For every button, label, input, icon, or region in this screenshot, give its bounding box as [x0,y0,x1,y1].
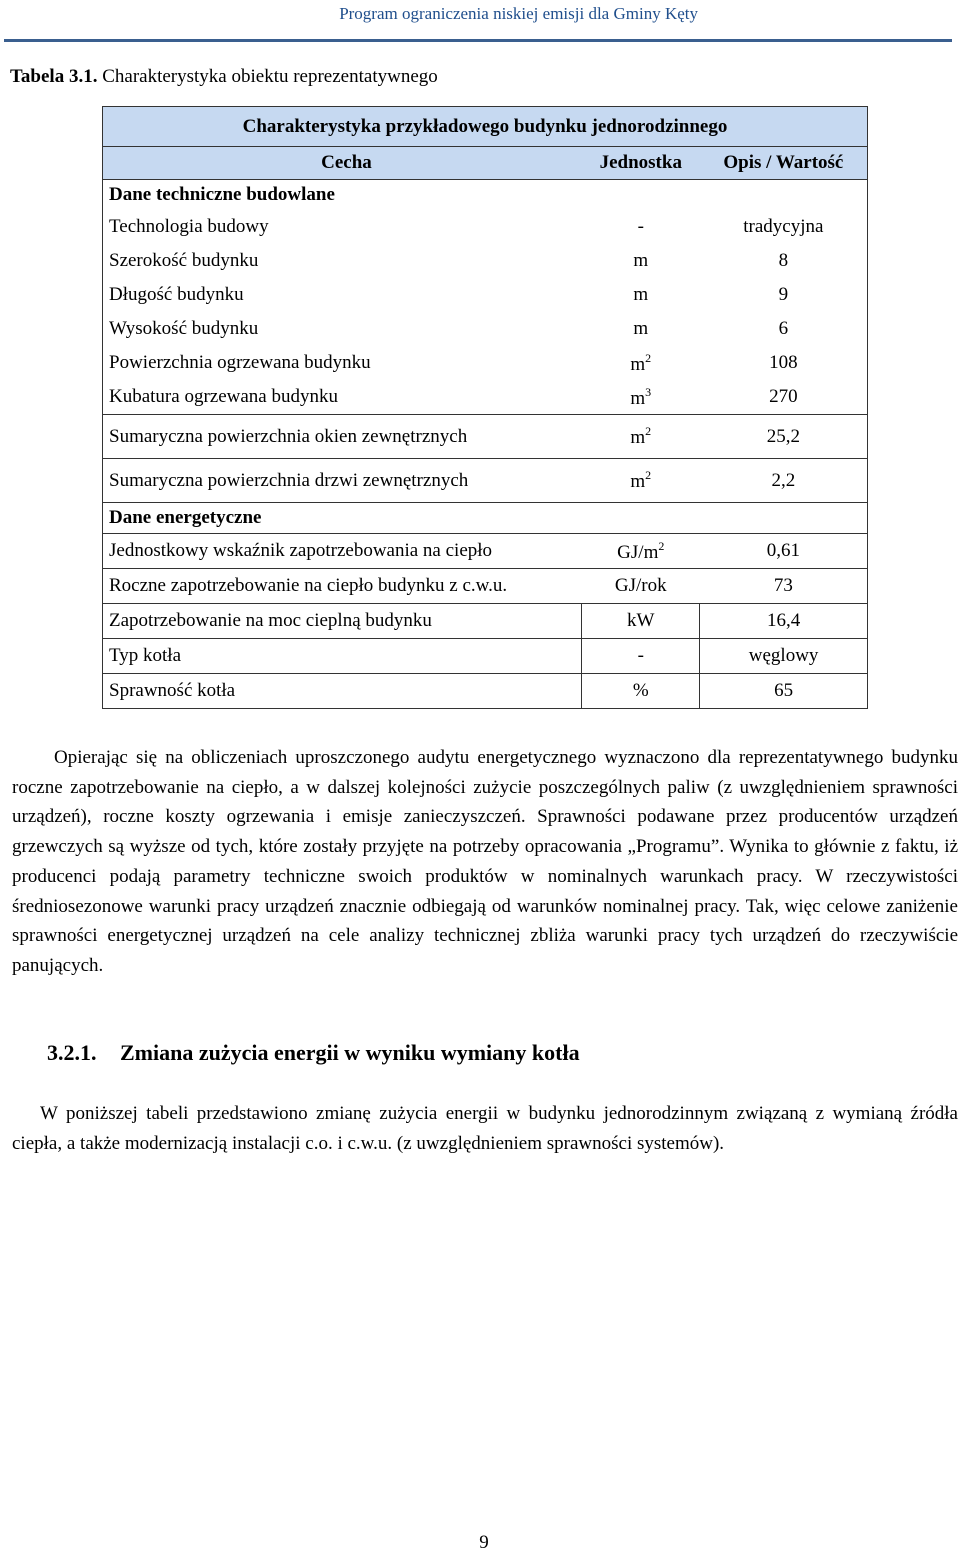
section-number: 3.2.1. [47,1040,97,1065]
table-row [103,312,868,346]
unit-exponent: 2 [645,424,652,438]
cell-unit [582,674,700,709]
col-header-value: Opis / Wartość [700,147,868,180]
cell-unit [582,639,700,674]
cell-value: 6 [700,312,868,346]
unit-text: m [633,284,649,305]
table-row [103,639,868,674]
table-row [103,674,868,709]
unit-exponent: 2 [645,350,652,365]
cell-value: 0,61 [700,534,868,569]
cell-feature: Roczne zapotrzebowanie na ciepło budynku z c.w.u. [103,569,582,604]
cell-unit [582,569,700,604]
characteristics-table [102,106,868,709]
paragraph-audit [12,743,958,981]
table-row [103,415,868,459]
header-rule [4,39,952,42]
cell-unit [582,415,700,459]
caption-label: Tabela 3.1. [10,66,98,87]
cell-value: 270 [700,380,868,415]
cell-unit [582,459,700,503]
cell-unit [582,244,700,278]
table-row [103,604,868,639]
cell-unit [582,604,700,639]
section-heading [47,1040,580,1066]
cell-feature: Długość budynku [103,278,582,312]
cell-unit [582,380,700,415]
table-row [103,534,868,569]
cell-value: 108 [700,346,868,380]
unit-text: m [633,318,649,339]
table-row [103,346,868,380]
col-header-feature: Cecha [103,147,582,180]
table-row [103,459,868,503]
table-header-row [103,147,868,180]
cell-feature: Technologia budowy [103,210,582,244]
unit-text: m [630,471,646,492]
cell-feature: Sumaryczna powierzchnia okien zewnętrznych [103,415,582,459]
table-title-row [103,107,868,147]
unit-exponent: 2 [658,538,665,553]
cell-unit [582,210,700,244]
cell-feature: Powierzchnia ogrzewana budynku [103,346,582,380]
cell-unit [582,534,700,569]
col-header-unit: Jednostka [582,147,700,180]
unit-exponent: 2 [645,468,652,482]
table-row [103,569,868,604]
table-row [103,380,868,415]
unit-text: m [630,427,646,448]
cell-value: 73 [700,569,868,604]
section-title: Zmiana zużycia energii w wyniku wymiany kotła [120,1040,580,1065]
cell-unit [582,312,700,346]
paragraph-intro-text: W poniższej tabeli przedstawiono zmianę zużycia energii w budynku jednorodzinnym związaną z wymianą źródła ciepła, a także modernizacją instalacji c.o. i c.w.u. (z uwzględnieniem sprawności systemów). [12,1103,958,1154]
cell-value: węglowy [700,639,868,674]
cell-unit [582,278,700,312]
unit-text: GJ/rok [614,575,667,596]
unit-exponent: 3 [645,384,652,399]
page-number: 9 [479,1532,489,1553]
unit-text: m [633,250,649,271]
cell-value: tradycyjna [700,210,868,244]
paragraph-audit-text: Opierając się na obliczeniach uproszczonego audytu energetycznego wyznaczono dla reprezentatywnego budynku roczne zapotrzebowanie na ciepło, a w dalszej kolejności zużycie poszczególnych paliw (z uwzględnieniem sprawności urządzeń), roczne koszty ogrzewania i emisje zanieczyszczeń. Sprawności podawane przez producentów urządzeń grzewczych są wyższe od tych, które zostały przyjęte na potrzeby opracowania „Programu”. Wynika to głównie z faktu, iż producenci podają parametry techniczne swoich produktów w nominalnych warunkach pracy. W rzeczywistości średniosezonowe warunki pracy urządzeń znacznie odbiegają od warunków nominalnej pracy. Tak, więc celowe zaniżenie sprawności energetycznej urządzeń na cele analizy technicznej zbliża warunki pracy tych urządzeń do rzeczywiście panujących. [12,747,958,976]
unit-text: - [637,216,644,237]
cell-value: 65 [700,674,868,709]
cell-unit [582,346,700,380]
table-title: Charakterystyka przykładowego budynku jednorodzinnego [103,107,868,147]
running-header: Program ograniczenia niskiej emisji dla Gminy Kęty [339,4,698,23]
cell-value: 25,2 [700,415,868,459]
cell-feature: Jednostkowy wskaźnik zapotrzebowania na ciepło [103,534,582,569]
unit-text: kW [627,610,655,631]
paragraph-intro [12,1099,958,1158]
unit-text: GJ/m [617,541,659,563]
cell-value: 2,2 [700,459,868,503]
unit-text: m [630,353,646,375]
cell-value: 16,4 [700,604,868,639]
cell-feature: Wysokość budynku [103,312,582,346]
table-row [103,244,868,278]
cell-feature: Sumaryczna powierzchnia drzwi zewnętrznych [103,459,582,503]
section-energy-label: Dane energetyczne [103,503,868,534]
cell-feature: Szerokość budynku [103,244,582,278]
cell-feature: Kubatura ogrzewana budynku [103,380,582,415]
cell-feature: Typ kotła [103,639,582,674]
cell-value: 9 [700,278,868,312]
section-technical-label: Dane techniczne budowlane [103,180,868,211]
table-caption [10,66,438,88]
section-row-technical [103,180,868,211]
unit-text: m [630,387,646,409]
unit-text: % [632,680,649,701]
unit-text: - [637,645,644,666]
section-row-energy [103,503,868,534]
table-row [103,210,868,244]
caption-text: Charakterystyka obiektu reprezentatywnego [97,66,438,87]
cell-feature: Zapotrzebowanie na moc cieplną budynku [103,604,582,639]
cell-feature: Sprawność kotła [103,674,582,709]
table-row [103,278,868,312]
cell-value: 8 [700,244,868,278]
